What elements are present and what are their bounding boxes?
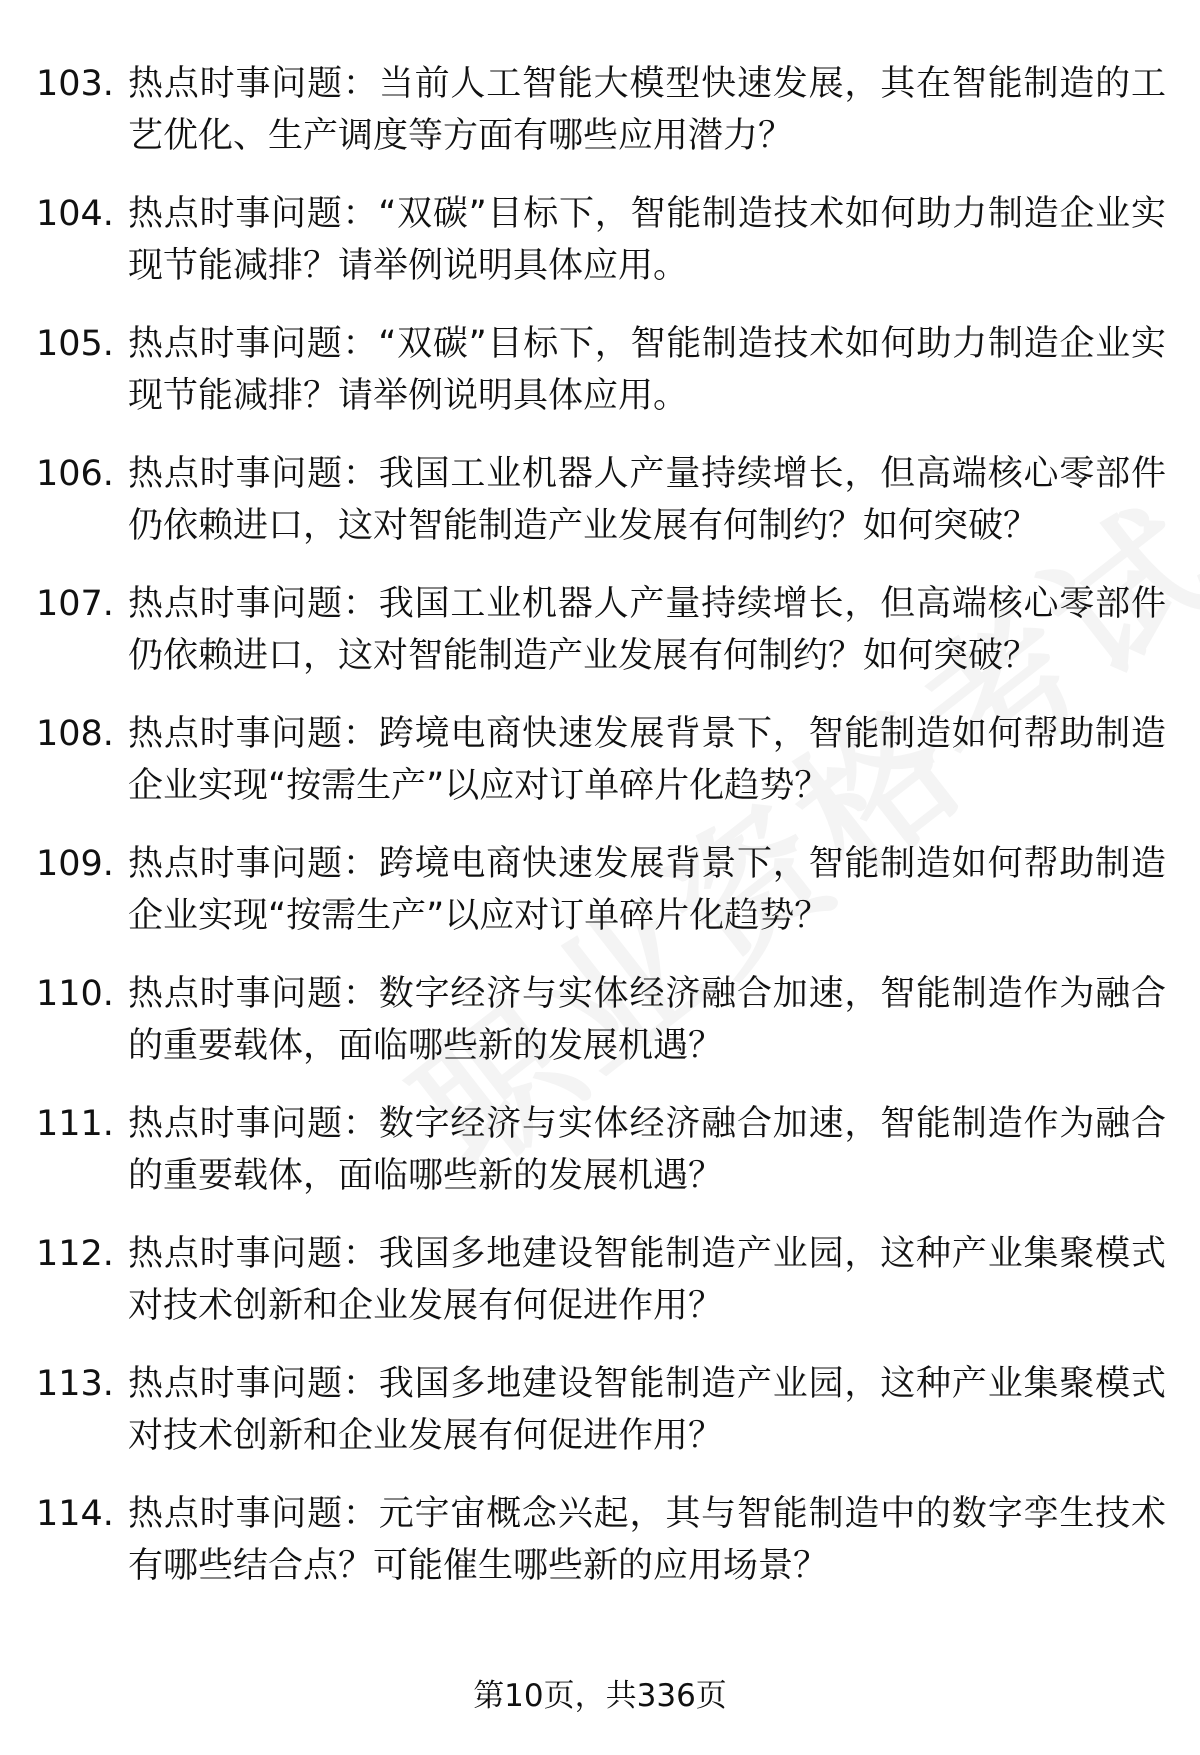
question-number: 111.: [36, 1104, 114, 1144]
question-item: [36, 838, 1166, 968]
question-item: [36, 58, 1166, 188]
question-number: 105.: [36, 324, 114, 364]
question-number: 103.: [36, 64, 114, 104]
question-list: [36, 58, 1166, 1618]
question-text: 热点时事问题：“双碳”目标下，智能制造技术如何助力制造企业实现节能减排？请举例说明具体应用。: [128, 324, 1166, 416]
question-number: 104.: [36, 194, 114, 234]
question-item: [36, 188, 1166, 318]
question-number: 109.: [36, 844, 114, 884]
question-number: 110.: [36, 974, 114, 1014]
question-text: 热点时事问题：我国工业机器人产量持续增长，但高端核心零部件仍依赖进口，这对智能制造产业发展有何制约？如何突破？: [128, 454, 1166, 546]
question-item: [36, 1358, 1166, 1488]
question-item: [36, 448, 1166, 578]
question-text: 热点时事问题：数字经济与实体经济融合加速，智能制造作为融合的重要载体，面临哪些新的发展机遇？: [128, 1104, 1166, 1196]
question-number: 106.: [36, 454, 114, 494]
page-number-label: 第10页，共336页: [473, 1678, 727, 1714]
question-text: 热点时事问题：“双碳”目标下，智能制造技术如何助力制造企业实现节能减排？请举例说明具体应用。: [128, 194, 1166, 286]
question-text: 热点时事问题：跨境电商快速发展背景下，智能制造如何帮助制造企业实现“按需生产”以应对订单碎片化趋势？: [128, 844, 1166, 936]
question-item: [36, 578, 1166, 708]
question-number: 108.: [36, 714, 114, 754]
question-number: 107.: [36, 584, 114, 624]
question-item: [36, 1228, 1166, 1358]
question-text: 热点时事问题：元宇宙概念兴起，其与智能制造中的数字孪生技术有哪些结合点？可能催生哪些新的应用场景？: [128, 1494, 1166, 1586]
page-footer: [0, 1670, 1200, 1715]
question-text: 热点时事问题：当前人工智能大模型快速发展，其在智能制造的工艺优化、生产调度等方面有哪些应用潜力？: [128, 64, 1166, 156]
question-text: 热点时事问题：我国多地建设智能制造产业园，这种产业集聚模式对技术创新和企业发展有何促进作用？: [128, 1364, 1166, 1456]
question-text: 热点时事问题：数字经济与实体经济融合加速，智能制造作为融合的重要载体，面临哪些新的发展机遇？: [128, 974, 1166, 1066]
question-item: [36, 1098, 1166, 1228]
question-item: [36, 318, 1166, 448]
question-text: 热点时事问题：我国多地建设智能制造产业园，这种产业集聚模式对技术创新和企业发展有何促进作用？: [128, 1234, 1166, 1326]
question-number: 112.: [36, 1234, 114, 1274]
question-text: 热点时事问题：我国工业机器人产量持续增长，但高端核心零部件仍依赖进口，这对智能制造产业发展有何制约？如何突破？: [128, 584, 1166, 676]
question-number: 114.: [36, 1494, 114, 1534]
question-text: 热点时事问题：跨境电商快速发展背景下，智能制造如何帮助制造企业实现“按需生产”以应对订单碎片化趋势？: [128, 714, 1166, 806]
question-item: [36, 968, 1166, 1098]
question-item: [36, 1488, 1166, 1618]
question-number: 113.: [36, 1364, 114, 1404]
question-item: [36, 708, 1166, 838]
